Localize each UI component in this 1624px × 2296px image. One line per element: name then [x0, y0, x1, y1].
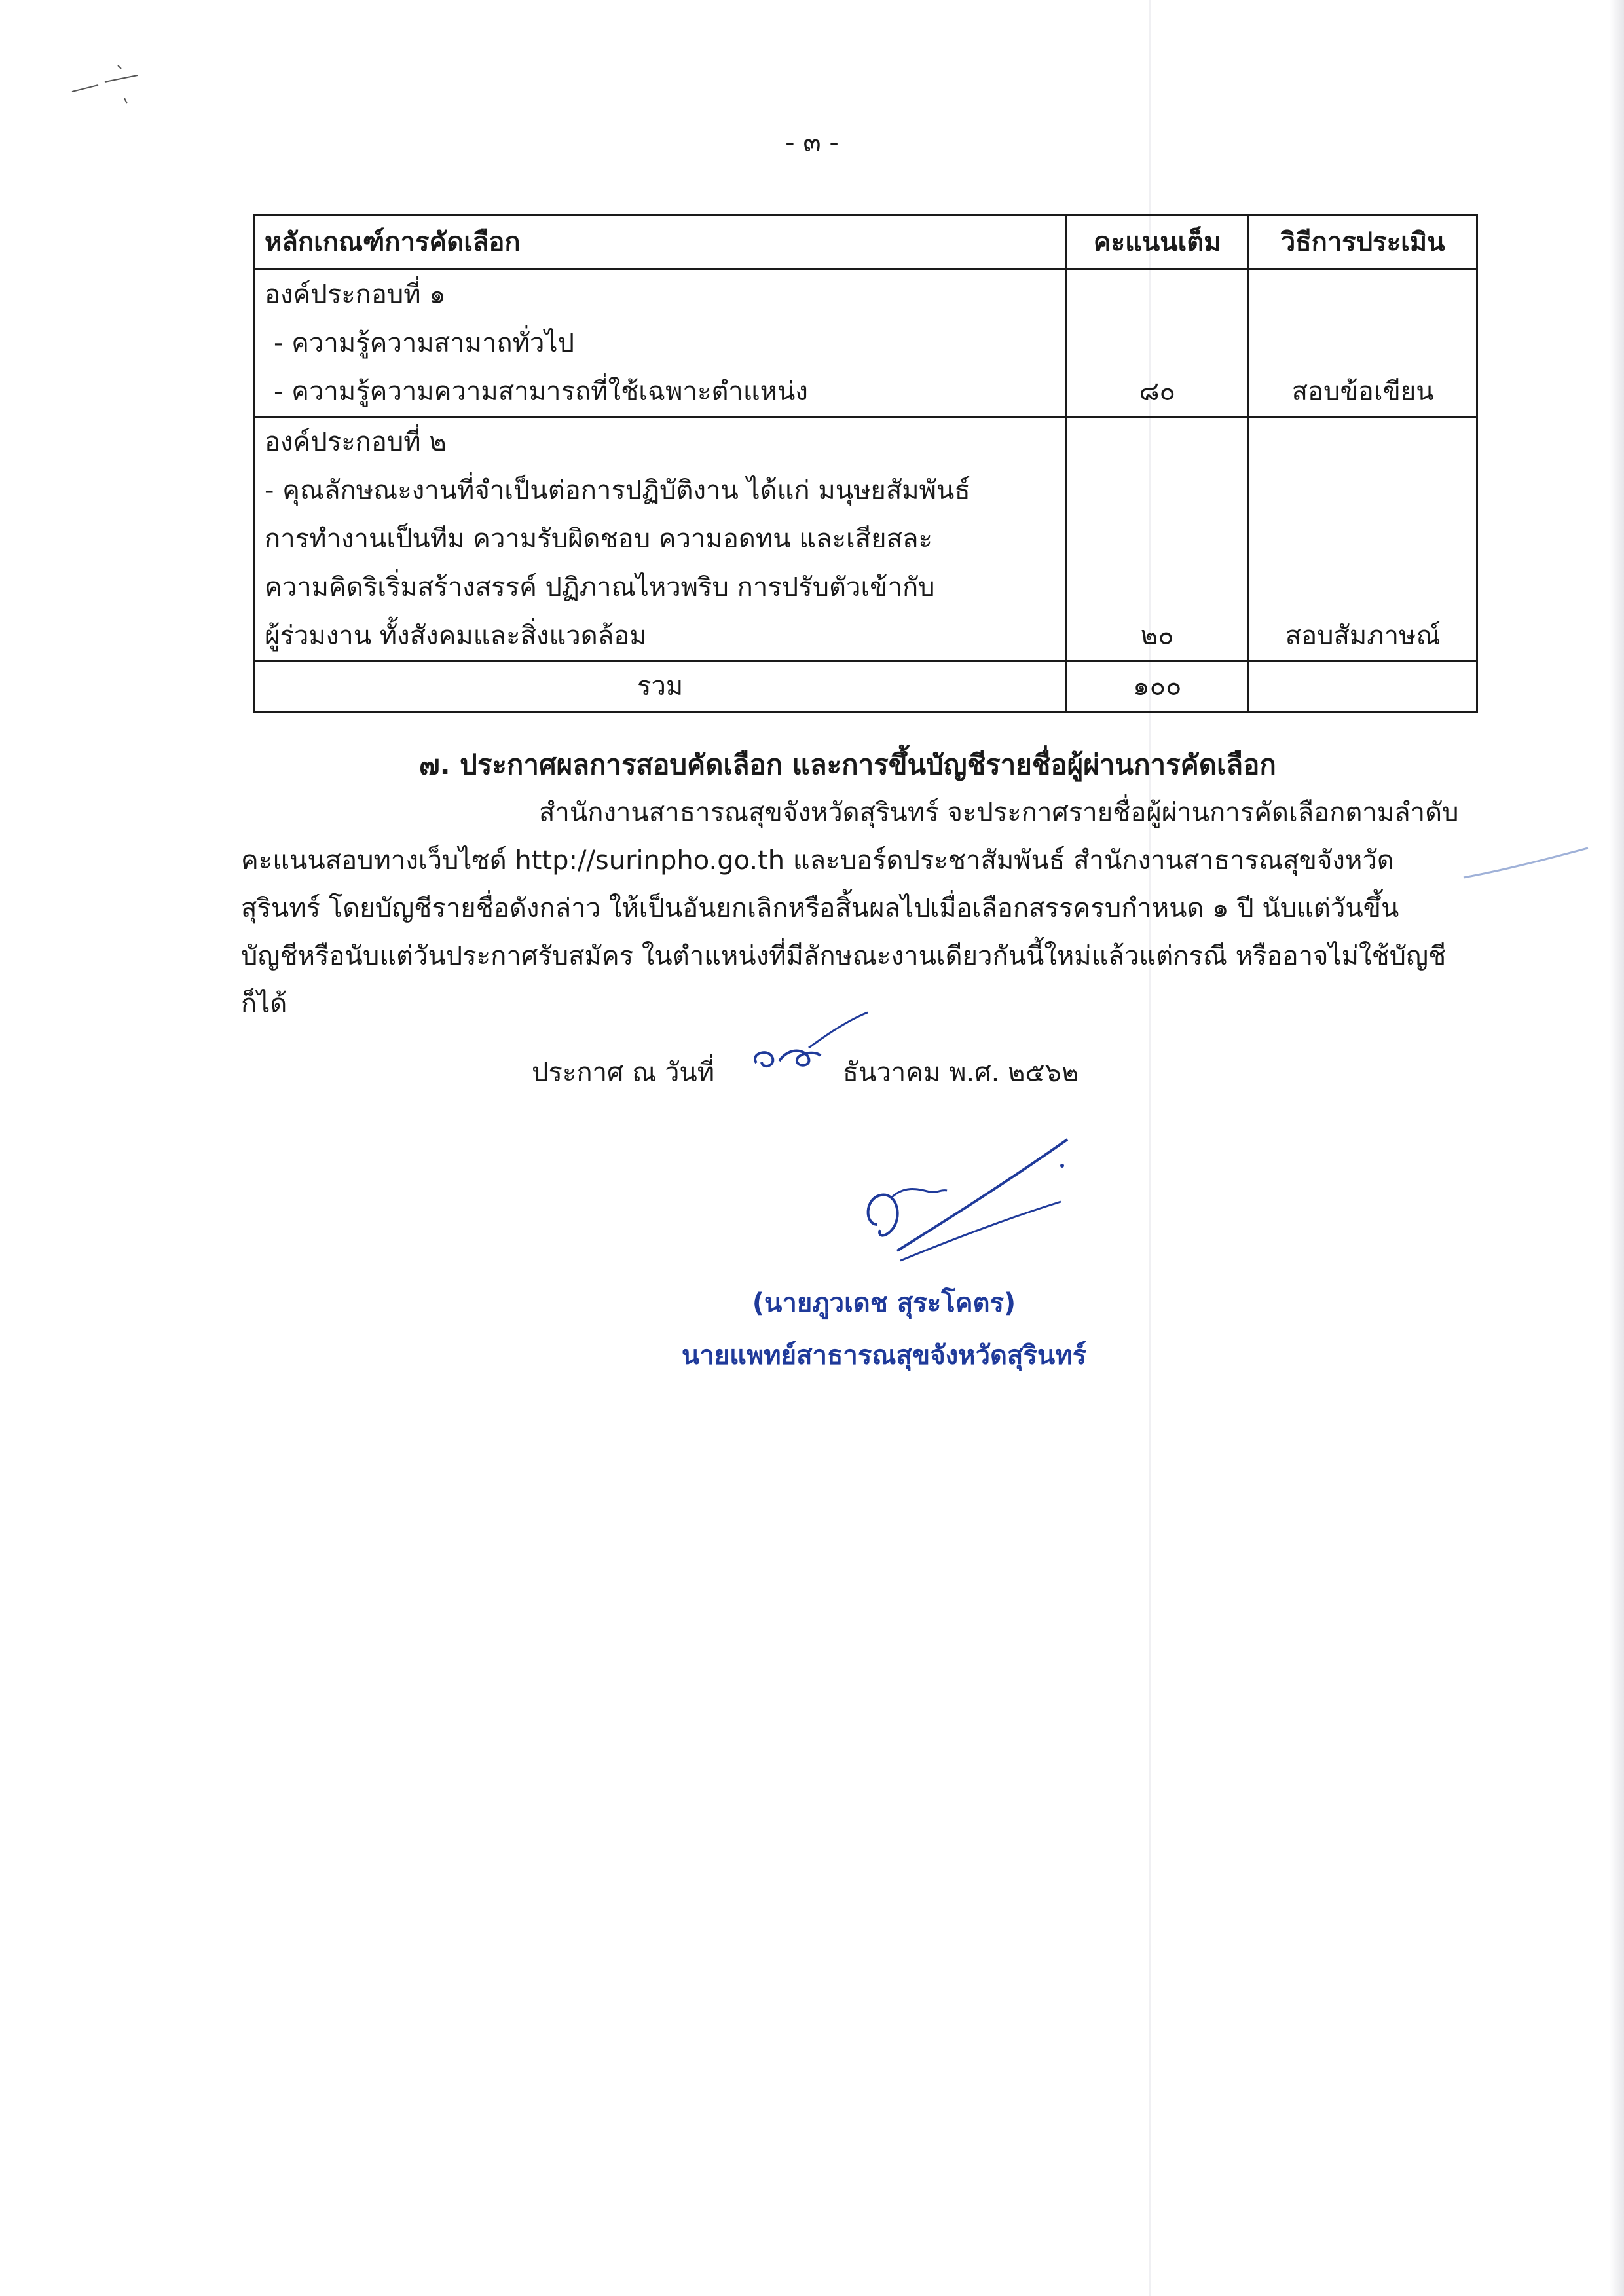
- component-2-title: องค์ประกอบที่ ๒: [265, 427, 447, 457]
- criteria-cell-component-2: [255, 417, 1066, 661]
- signer-title: นายแพทย์สาธารณสุขจังหวัดสุรินทร์: [681, 1341, 1087, 1371]
- total-row: [255, 661, 1477, 712]
- table-header-row: [255, 215, 1477, 270]
- table-row: [255, 270, 1477, 417]
- header-full-score: คะแนนเต็ม: [1066, 215, 1249, 270]
- method-cell: สอบข้อเขียน: [1249, 270, 1477, 417]
- signer-name: (นายภูวเดช สุระโคตร): [752, 1288, 1016, 1318]
- total-label: รวม: [255, 661, 1066, 712]
- signer-block: [655, 1277, 1113, 1382]
- header-criteria: หลักเกณฑ์การคัดเลือก: [255, 215, 1066, 270]
- score-cell: ๘๐: [1066, 270, 1249, 417]
- paragraph-line: ก็ได้: [241, 989, 287, 1019]
- component-1-title: องค์ประกอบที่ ๑: [265, 280, 446, 310]
- paragraph-line: สำนักงานสาธารณสุขจังหวัดสุรินทร์ จะประกาศรายชื่อผู้ผ่านการคัดเลือกตามลำดับ: [539, 798, 1459, 828]
- method-cell: สอบสัมภาษณ์: [1249, 417, 1477, 661]
- component-2-text: - คุณลักษณะงานที่จำเป็นต่อการปฏิบัติงาน ได้แก่ มนุษยสัมพันธ์: [265, 475, 970, 506]
- component-1-item: - ความรู้ความความสามารถที่ใช้เฉพาะตำแหน่ง: [274, 377, 808, 407]
- announcement-prefix: ประกาศ ณ วันที่: [532, 1058, 715, 1088]
- handwritten-day-number: [743, 1007, 887, 1079]
- table-row: [255, 417, 1477, 661]
- total-method-empty: [1249, 661, 1477, 712]
- section-7-heading: ๗. ประกาศผลการสอบคัดเลือก และการขึ้นบัญชีรายชื่อผู้ผ่านการคัดเลือก: [419, 749, 1276, 781]
- signature: [851, 1126, 1087, 1284]
- scan-edge-shadow: [1610, 0, 1624, 2296]
- paragraph-line: บัญชีหรือนับแต่วันประกาศรับสมัคร ในตำแหน่งที่มีลักษณะงานเดียวกันนี้ใหม่แล้วแต่กรณี หรืออาจไม่ใช้บัญชี: [241, 941, 1447, 971]
- component-2-text: ผู้ร่วมงาน ทั้งสังคมและสิ่งแวดล้อม: [265, 621, 647, 651]
- page-number: - ๓ -: [785, 128, 839, 158]
- paragraph-line: สุรินทร์ โดยบัญชีรายชื่อดังกล่าว ให้เป็นอันยกเลิกหรือสิ้นผลไปเมื่อเลือกสรรครบกำหนด ๑ ปี นับแต่วันขึ้น: [241, 893, 1399, 923]
- score-cell: ๒๐: [1066, 417, 1249, 661]
- section-7-paragraph: [241, 789, 1480, 1028]
- paragraph-line: คะแนนสอบทางเว็บไซด์ http://surinpho.go.th และบอร์ดประชาสัมพันธ์ สำนักงานสาธารณสุขจังหวัด: [241, 845, 1394, 876]
- criteria-cell-component-1: [255, 270, 1066, 417]
- pen-stroke-mark: [1460, 845, 1591, 884]
- announcement-suffix: ธันวาคม พ.ศ. ๒๕๖๒: [842, 1058, 1079, 1088]
- component-1-item: - ความรู้ความสามาถทั่วไป: [274, 328, 574, 358]
- selection-criteria-table: [253, 214, 1478, 713]
- corner-smudge-marks: [59, 59, 164, 124]
- component-2-text: การทำงานเป็นทีม ความรับผิดชอบ ความอดทน และเสียสละ: [265, 524, 932, 554]
- total-score: ๑๐๐: [1066, 661, 1249, 712]
- header-evaluation-method: วิธีการประเมิน: [1249, 215, 1477, 270]
- component-2-text: ความคิดริเริ่มสร้างสรรค์ ปฏิภาณไหวพริบ การปรับตัวเข้ากับ: [265, 572, 935, 602]
